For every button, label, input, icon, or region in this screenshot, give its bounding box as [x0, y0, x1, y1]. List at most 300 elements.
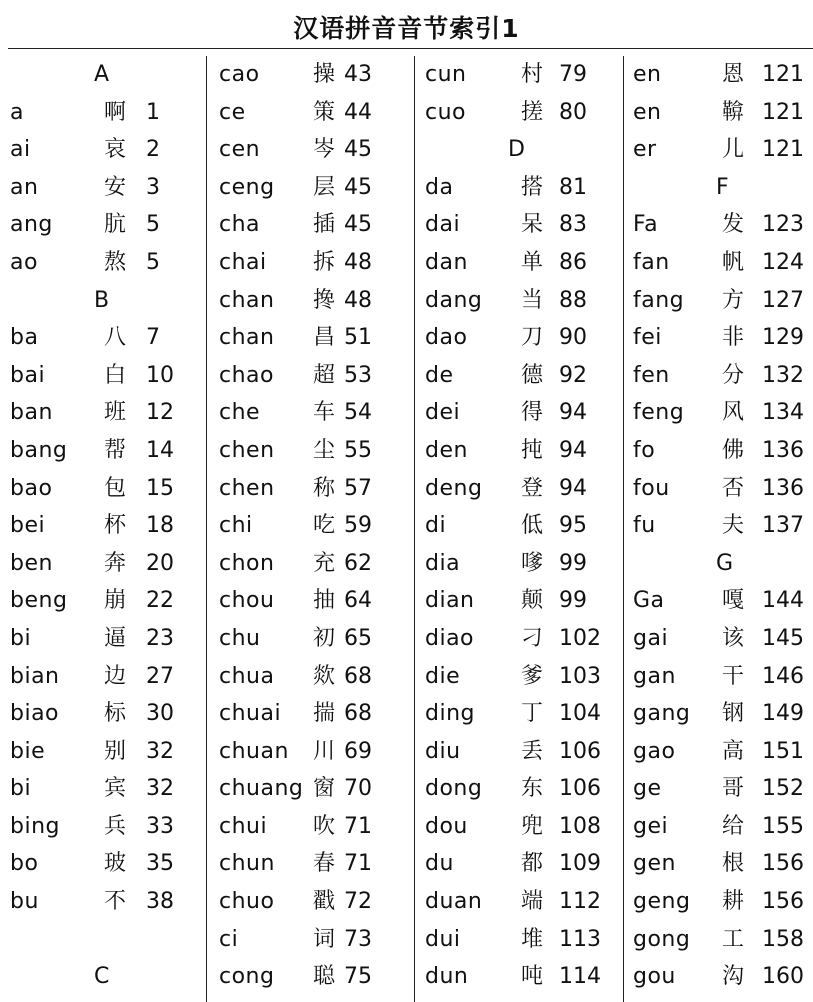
index-entry [415, 921, 624, 959]
pinyin-syllable: fan [633, 249, 670, 275]
example-character: 恩 [722, 62, 745, 87]
page-number: 22 [146, 588, 174, 614]
example-character: 吨 [521, 964, 544, 990]
letter-heading-row [624, 545, 813, 583]
page-number: 73 [344, 926, 372, 952]
index-entry [415, 507, 624, 545]
index-entry [415, 282, 624, 320]
index-entry [207, 582, 415, 620]
page-number: 44 [344, 99, 372, 125]
example-character: 超 [313, 362, 336, 388]
pinyin-syllable: fou [633, 475, 670, 501]
pinyin-syllable: bao [10, 475, 53, 501]
index-entry [0, 432, 206, 470]
index-entry [0, 319, 206, 357]
pinyin-syllable: Ga [633, 588, 665, 614]
page-number: 79 [559, 62, 587, 87]
page-number: 92 [559, 362, 587, 388]
example-character: 岑 [313, 137, 336, 163]
example-character: 帆 [722, 249, 745, 275]
example-character: 东 [521, 776, 544, 802]
page-number: 27 [146, 663, 174, 689]
page-number: 88 [559, 287, 587, 313]
index-entry [207, 808, 415, 846]
example-character: 低 [521, 513, 544, 539]
pinyin-syllable: chan [219, 287, 275, 313]
example-character: 发 [722, 212, 745, 238]
pinyin-syllable: den [425, 437, 468, 463]
page-number: 152 [762, 776, 804, 802]
page-number: 137 [762, 513, 804, 539]
example-character: 尘 [313, 437, 336, 463]
example-character: 工 [722, 926, 745, 952]
index-entry [0, 169, 206, 207]
index-entry [0, 845, 206, 883]
index-entry [415, 244, 624, 282]
example-character: 操 [313, 62, 336, 87]
pinyin-syllable: de [425, 362, 454, 388]
page-number: 23 [146, 625, 174, 651]
example-character: 车 [313, 400, 336, 426]
index-entry [207, 733, 415, 771]
example-character: 奔 [104, 550, 127, 576]
example-character: 当 [521, 287, 544, 313]
example-character: 扽 [521, 437, 544, 463]
index-entry [0, 733, 206, 771]
index-entry [415, 770, 624, 808]
pinyin-syllable: an [10, 174, 39, 200]
pinyin-syllable: ai [10, 137, 31, 163]
page-number: 156 [762, 889, 804, 915]
pinyin-syllable: deng [425, 475, 483, 501]
example-character: 揣 [313, 701, 336, 727]
pinyin-syllable: gan [633, 663, 676, 689]
pinyin-syllable: cuo [425, 99, 466, 125]
pinyin-syllable: ge [633, 776, 662, 802]
example-character: 该 [722, 625, 745, 651]
index-entry [415, 620, 624, 658]
page-number: 5 [146, 212, 160, 238]
pinyin-syllable: chi [219, 513, 253, 539]
letter-heading: C [94, 964, 110, 990]
page-number: 106 [559, 776, 601, 802]
page-number: 12 [146, 400, 174, 426]
page-number: 99 [559, 550, 587, 576]
example-character: 刀 [521, 325, 544, 351]
pinyin-syllable: ang [10, 212, 53, 238]
pinyin-syllable: chuo [219, 889, 275, 915]
example-character: 八 [104, 325, 127, 351]
pinyin-syllable: chun [219, 851, 275, 877]
page-number: 18 [146, 513, 174, 539]
page-number: 48 [344, 249, 372, 275]
page-number: 68 [344, 663, 372, 689]
index-entry [207, 620, 415, 658]
index-entry [624, 733, 813, 771]
index-entry [0, 620, 206, 658]
pinyin-syllable: cao [219, 62, 260, 87]
pinyin-syllable: cun [425, 62, 467, 87]
example-character: 分 [722, 362, 745, 388]
page-number: 71 [344, 851, 372, 877]
pinyin-syllable: bang [10, 437, 68, 463]
example-character: 拆 [313, 249, 336, 275]
page-number: 72 [344, 889, 372, 915]
page-number: 94 [559, 475, 587, 501]
index-entry [415, 319, 624, 357]
index-entry [415, 883, 624, 921]
example-character: 德 [521, 362, 544, 388]
index-entry [207, 695, 415, 733]
index-entry [207, 770, 415, 808]
example-character: 干 [722, 663, 745, 689]
pinyin-syllable: fei [633, 325, 662, 351]
example-character: 搀 [313, 287, 336, 313]
example-character: 杯 [104, 513, 127, 539]
index-entry [0, 582, 206, 620]
letter-heading: G [716, 550, 734, 576]
example-character: 宾 [104, 776, 127, 802]
pinyin-syllable: gou [633, 964, 676, 990]
pinyin-syllable: bi [10, 776, 32, 802]
index-entry [624, 620, 813, 658]
pinyin-syllable: di [425, 513, 447, 539]
example-character: 啊 [104, 99, 127, 125]
page-number: 83 [559, 212, 587, 238]
example-character: 兵 [104, 813, 127, 839]
example-character: 熬 [104, 249, 127, 275]
example-character: 村 [521, 62, 544, 87]
pinyin-syllable: beng [10, 588, 68, 614]
example-character: 班 [104, 400, 127, 426]
page-number: 86 [559, 249, 587, 275]
index-entry [0, 394, 206, 432]
page-number: 54 [344, 400, 372, 426]
index-entry [624, 319, 813, 357]
index-entry [0, 357, 206, 395]
pinyin-syllable: diao [425, 625, 475, 651]
index-entry [207, 507, 415, 545]
example-character: 鞥 [722, 99, 745, 125]
pinyin-syllable: bian [10, 663, 60, 689]
page-number: 45 [344, 174, 372, 200]
index-entry [0, 131, 206, 169]
page-number: 129 [762, 325, 804, 351]
example-character: 佛 [722, 437, 745, 463]
example-character: 哀 [104, 137, 127, 163]
index-entry [207, 658, 415, 696]
page-number: 156 [762, 851, 804, 877]
pinyin-syllable: geng [633, 889, 691, 915]
pinyin-syllable: chon [219, 550, 275, 576]
letter-heading-row [0, 958, 206, 996]
pinyin-syllable: bu [10, 889, 39, 915]
pinyin-syllable: bie [10, 738, 46, 764]
index-entry [0, 244, 206, 282]
pinyin-syllable: da [425, 174, 454, 200]
page-number: 35 [146, 851, 174, 877]
pinyin-syllable: ba [10, 325, 39, 351]
example-character: 逼 [104, 625, 127, 651]
page-number: 32 [146, 776, 174, 802]
page-number: 70 [344, 776, 372, 802]
pinyin-syllable: chuai [219, 701, 282, 727]
example-character: 非 [722, 325, 745, 351]
example-character: 昌 [313, 325, 336, 351]
page-number: 144 [762, 588, 804, 614]
page-number: 15 [146, 475, 174, 501]
index-entry [0, 470, 206, 508]
page-number: 151 [762, 738, 804, 764]
index-entry [0, 808, 206, 846]
index-entry [415, 545, 624, 583]
page-number: 51 [344, 325, 372, 351]
example-character: 沟 [722, 964, 745, 990]
index-entry [415, 582, 624, 620]
page-number: 57 [344, 475, 372, 501]
example-character: 插 [313, 212, 336, 238]
example-character: 安 [104, 174, 127, 200]
page-number: 123 [762, 212, 804, 238]
example-character: 嘎 [722, 588, 745, 614]
index-entry [624, 808, 813, 846]
example-character: 边 [104, 663, 127, 689]
pinyin-syllable: a [10, 99, 24, 125]
pinyin-syllable: gei [633, 813, 669, 839]
example-character: 单 [521, 249, 544, 275]
example-character: 白 [104, 362, 127, 388]
letter-heading-row [0, 282, 206, 320]
index-entry [207, 470, 415, 508]
index-entry [624, 56, 813, 94]
example-character: 夫 [722, 513, 745, 539]
page-number: 69 [344, 738, 372, 764]
index-entry [415, 432, 624, 470]
example-character: 抽 [313, 588, 336, 614]
index-entry [415, 169, 624, 207]
page-number: 99 [559, 588, 587, 614]
example-character: 根 [722, 851, 745, 877]
example-character: 搭 [521, 174, 544, 200]
page-number: 68 [344, 701, 372, 727]
page-number: 5 [146, 249, 160, 275]
pinyin-syllable: bei [10, 513, 46, 539]
index-entry [624, 394, 813, 432]
index-entry [415, 658, 624, 696]
index-entry [624, 921, 813, 959]
pinyin-syllable: bi [10, 625, 32, 651]
index-entry [207, 545, 415, 583]
index-entry [624, 244, 813, 282]
letter-heading-row [0, 56, 206, 94]
pinyin-syllable: dong [425, 776, 483, 802]
page-number: 75 [344, 964, 372, 990]
example-character: 标 [104, 701, 127, 727]
page-number: 136 [762, 475, 804, 501]
index-entry [415, 357, 624, 395]
page-number: 121 [762, 62, 804, 87]
page-number: 45 [344, 137, 372, 163]
index-column-4 [623, 56, 813, 1002]
index-entry [624, 131, 813, 169]
index-entry [415, 958, 624, 996]
example-character: 崩 [104, 588, 127, 614]
pinyin-syllable: diu [425, 738, 461, 764]
pinyin-syllable: chao [219, 362, 274, 388]
example-character: 儿 [722, 137, 745, 163]
example-character: 方 [722, 287, 745, 313]
page-number: 3 [146, 174, 160, 200]
pinyin-syllable: dan [425, 249, 468, 275]
index-entry [207, 394, 415, 432]
pinyin-syllable: en [633, 99, 662, 125]
index-entry [624, 658, 813, 696]
page-number: 112 [559, 889, 601, 915]
example-character: 兜 [521, 813, 544, 839]
index-entry [0, 658, 206, 696]
page-number: 55 [344, 437, 372, 463]
example-character: 春 [313, 851, 336, 877]
example-character: 玻 [104, 851, 127, 877]
index-entry [624, 883, 813, 921]
index-entry [207, 432, 415, 470]
index-entry [207, 244, 415, 282]
pinyin-syllable: dui [425, 926, 461, 952]
example-character: 吹 [313, 813, 336, 839]
page-number: 20 [146, 550, 174, 576]
page-number: 33 [146, 813, 174, 839]
example-character: 层 [313, 174, 336, 200]
index-entry [624, 845, 813, 883]
example-character: 丁 [521, 701, 544, 727]
example-character: 哥 [722, 776, 745, 802]
page-number: 1 [146, 99, 160, 125]
page-number: 80 [559, 99, 587, 125]
index-entry [624, 958, 813, 996]
example-character: 搓 [521, 99, 544, 125]
index-entry [0, 883, 206, 921]
page-number: 71 [344, 813, 372, 839]
title-rule [8, 48, 813, 49]
pinyin-syllable: bai [10, 362, 46, 388]
example-character: 帮 [104, 437, 127, 463]
index-entry [207, 282, 415, 320]
pinyin-syllable: er [633, 137, 657, 163]
page-number: 14 [146, 437, 174, 463]
pinyin-syllable: dao [425, 325, 468, 351]
pinyin-syllable: cen [219, 137, 261, 163]
pinyin-syllable: die [425, 663, 461, 689]
pinyin-syllable: chua [219, 663, 275, 689]
index-entry [624, 770, 813, 808]
page-number: 158 [762, 926, 804, 952]
page-number: 95 [559, 513, 587, 539]
index-entry [207, 169, 415, 207]
pinyin-syllable: fen [633, 362, 670, 388]
index-entry [207, 958, 415, 996]
pinyin-syllable: bing [10, 813, 60, 839]
index-entry [0, 770, 206, 808]
index-entry [415, 56, 624, 94]
page-number: 108 [559, 813, 601, 839]
index-entry [415, 733, 624, 771]
index-entry [624, 432, 813, 470]
page-number: 145 [762, 625, 804, 651]
example-character: 聪 [313, 964, 336, 990]
page-number: 94 [559, 437, 587, 463]
pinyin-syllable: dei [425, 400, 461, 426]
example-character: 称 [313, 475, 336, 501]
index-entry [207, 206, 415, 244]
page-number: 64 [344, 588, 372, 614]
index-entry [0, 545, 206, 583]
page-number: 113 [559, 926, 601, 952]
index-entry [624, 282, 813, 320]
pinyin-syllable: gang [633, 701, 691, 727]
example-character: 丢 [521, 738, 544, 764]
page-number: 94 [559, 400, 587, 426]
letter-heading: D [508, 137, 525, 163]
page-number: 32 [146, 738, 174, 764]
example-character: 堆 [521, 926, 544, 952]
example-character: 吃 [313, 513, 336, 539]
page-number: 90 [559, 325, 587, 351]
index-entry [415, 206, 624, 244]
pinyin-syllable: ce [219, 99, 246, 125]
pinyin-syllable: bo [10, 851, 39, 877]
pinyin-syllable: chan [219, 325, 275, 351]
example-character: 策 [313, 99, 336, 125]
index-column-1 [0, 56, 206, 1002]
letter-heading-row [624, 169, 813, 207]
page-number: 53 [344, 362, 372, 388]
pinyin-syllable: cong [219, 964, 275, 990]
page-number: 48 [344, 287, 372, 313]
pinyin-syllable: ci [219, 926, 239, 952]
example-character: 都 [521, 851, 544, 877]
page-number: 62 [344, 550, 372, 576]
index-entry [415, 394, 624, 432]
page-number: 121 [762, 99, 804, 125]
letter-heading-row [415, 131, 624, 169]
pinyin-syllable: gai [633, 625, 669, 651]
index-entry [207, 94, 415, 132]
page-title: 汉语拼音音节索引1 [293, 14, 520, 43]
index-entry [207, 56, 415, 94]
pinyin-syllable: chai [219, 249, 267, 275]
pinyin-syllable: gong [633, 926, 691, 952]
example-character: 词 [313, 926, 336, 952]
example-character: 得 [521, 400, 544, 426]
example-character: 窗 [313, 776, 336, 802]
example-character: 端 [521, 889, 544, 915]
example-character: 别 [104, 738, 127, 764]
example-character: 登 [521, 475, 544, 501]
page-number: 38 [146, 889, 174, 915]
page-number: 121 [762, 137, 804, 163]
letter-heading: F [716, 174, 729, 200]
pinyin-syllable: ao [10, 249, 38, 275]
pinyin-syllable: fang [633, 287, 685, 313]
pinyin-syllable: en [633, 62, 662, 87]
example-character: 钢 [722, 701, 745, 727]
pinyin-syllable: che [219, 400, 261, 426]
pinyin-syllable: cha [219, 212, 261, 238]
pinyin-syllable: chuang [219, 776, 304, 802]
pinyin-syllable: dian [425, 588, 475, 614]
page-number: 59 [344, 513, 372, 539]
example-character: 颠 [521, 588, 544, 614]
